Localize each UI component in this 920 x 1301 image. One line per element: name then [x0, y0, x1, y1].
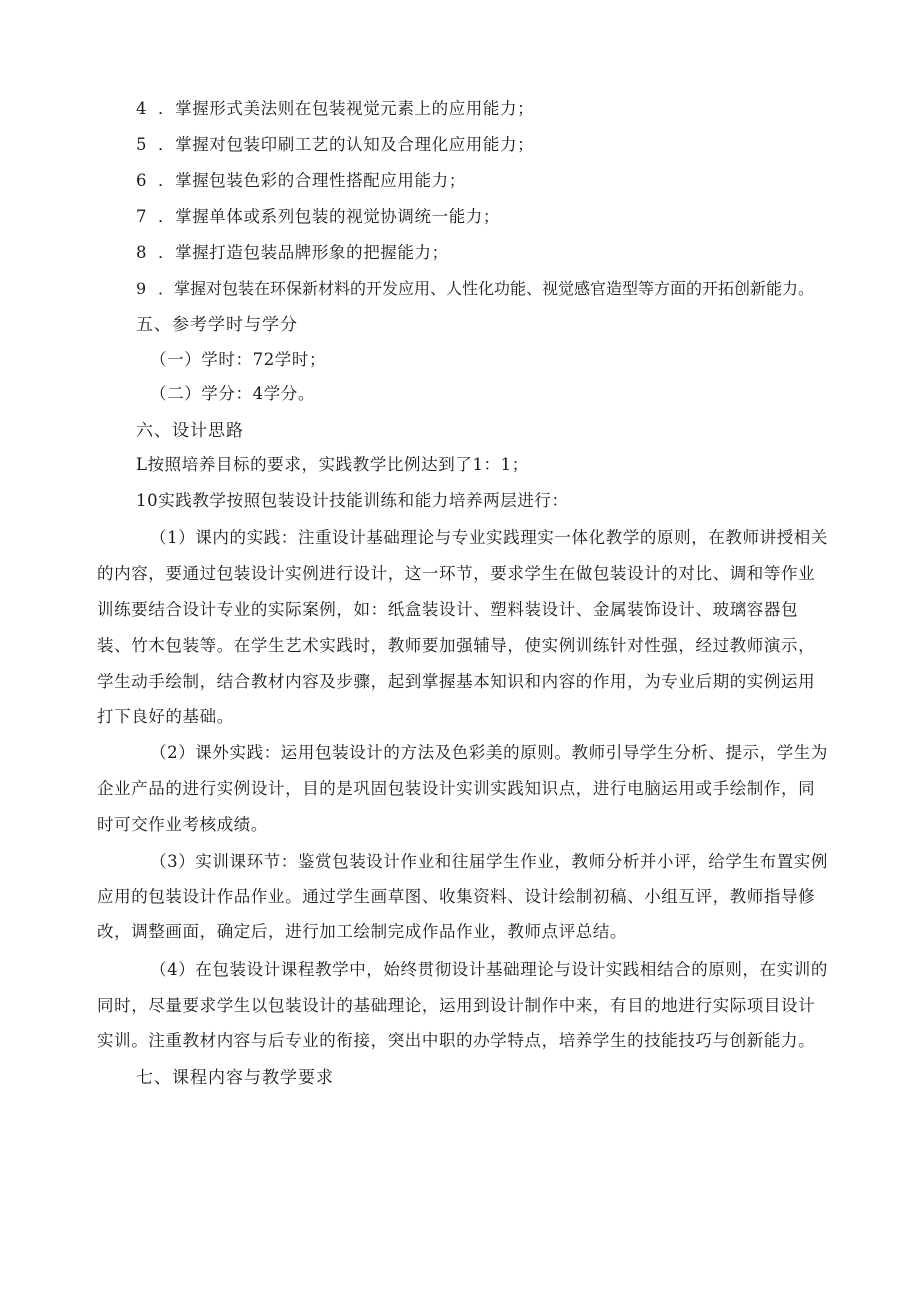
goal-text: ．掌握对包装在环保新材料的开发应用、人性化功能、视觉感官造型等方面的开拓创新能力。 — [158, 279, 815, 298]
paragraph-4-line: 实训。注重教材内容与后专业的衔接，突出中职的办学特点，培养学生的技能技巧与创新能力。 — [97, 1031, 816, 1050]
design-point-1: L按照培养目标的要求，实践教学比例达到了1：1； — [136, 455, 529, 474]
section-5-heading: 五、参考学时与学分 — [136, 315, 298, 335]
goal-number: 4 — [136, 99, 148, 118]
paragraph-1-line: 学生动手绘制，结合教材内容及步骤，起到掌握基本知识和内容的作用，为专业后期的实例运用 — [97, 672, 816, 691]
goal-number: 7 — [136, 207, 148, 226]
paragraph-2-line: 企业产品的进行实例设计，目的是巩固包装设计实训实践知识点，进行电脑运用或手绘制作，同 — [97, 779, 816, 798]
study-hours: （一）学时：72学时； — [150, 350, 327, 369]
design-point-2: 10实践教学按照包装设计技能训练和能力培养两层进行： — [136, 491, 569, 510]
paragraph-2-line: （2）课外实践：运用包装设计的方法及色彩美的原则。教师引导学生分析、提示，学生为 — [150, 743, 828, 762]
goal-item-8 — [136, 243, 449, 263]
goal-item-5 — [136, 135, 534, 155]
paragraph-2-line: 时可交作业考核成绩。 — [97, 815, 268, 834]
goal-item-4 — [136, 99, 534, 119]
paragraph-4-line: 同时，尽量要求学生以包装设计的基础理论，运用到设计制作中来，有目的地进行实际项目设计 — [97, 996, 816, 1015]
goal-number: 5 — [136, 135, 148, 154]
goal-text: ．掌握对包装印刷工艺的认知及合理化应用能力； — [158, 135, 535, 154]
goal-item-6 — [136, 171, 466, 191]
paragraph-1-line: 的内容，要通过包装设计实例进行设计，这一环节，要求学生在做包装设计的对比、调和等作业 — [97, 564, 816, 583]
goal-item-7 — [136, 207, 500, 227]
goal-text: ．掌握单体或系列包装的视觉协调统一能力； — [158, 207, 500, 226]
paragraph-4-line: （4）在包装设计课程教学中，始终贯彻设计基础理论与设计实践相结合的原则，在实训的 — [150, 960, 828, 979]
goal-item-9 — [136, 279, 814, 299]
section-6-heading: 六、设计思路 — [136, 421, 244, 441]
paragraph-1-line: 打下良好的基础。 — [97, 707, 234, 726]
goal-text: ．掌握包装色彩的合理性搭配应用能力； — [158, 171, 466, 190]
goal-text: ．掌握打造包装品牌形象的把握能力； — [158, 243, 449, 262]
section-7-heading: 七、课程内容与教学要求 — [136, 1068, 334, 1088]
paragraph-3-line: 应用的包装设计作品作业。通过学生画草图、收集资料、设计绘制初稿、小组互评，教师指导修 — [97, 887, 816, 906]
goal-number: 9 — [136, 279, 147, 298]
study-credits: （二）学分：4学分。 — [150, 384, 315, 403]
paragraph-3-line: 改，调整画面，确定后，进行加工绘制完成作品作业，教师点评总结。 — [97, 922, 628, 941]
goal-number: 8 — [136, 243, 148, 262]
goal-text: ．掌握形式美法则在包装视觉元素上的应用能力； — [158, 99, 535, 118]
paragraph-1-line: 训练要结合设计专业的实际案例，如：纸盒装设计、塑料装设计、金属装饰设计、玻璃容器包 — [97, 600, 799, 619]
paragraph-1-line: 装、竹木包装等。在学生艺术实践时，教师要加强辅导，使实例训练针对性强，经过教师演示， — [97, 636, 816, 655]
paragraph-3-line: （3）实训课环节：鉴赏包装设计作业和往届学生作业，教师分析并小评，给学生布置实例 — [150, 852, 828, 871]
goal-number: 6 — [136, 171, 148, 190]
paragraph-1-line: （1）课内的实践：注重设计基础理论与专业实践理实一体化教学的原则，在教师讲授相关 — [150, 528, 828, 547]
